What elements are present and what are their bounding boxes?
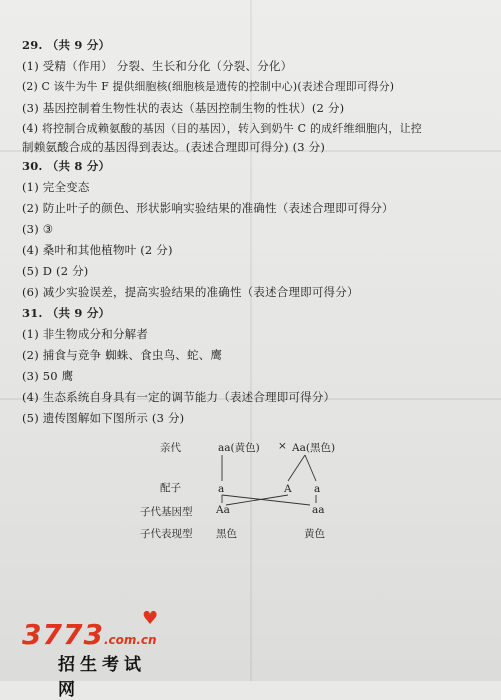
q29-answer-4b: 制赖氨酸合成的基因得到表达。(表述合理即可得分) (3 分) [22, 140, 326, 154]
logo-subtitle: 招生考试网 [58, 655, 146, 700]
q31-answer-3: (3) 50 鹰 [22, 369, 74, 383]
parent-1: aa(黄色) [218, 442, 260, 454]
offspring-phenotype-label: 子代表现型 [140, 528, 193, 540]
gamete-label: 配子 [160, 482, 181, 494]
q29-answer-1: (1) 受精（作用） 分裂、生长和分化（分裂、分化） [22, 59, 293, 73]
q31-answer-2: (2) 捕食与竞争 蜘蛛、食虫鸟、蛇、鹰 [22, 348, 223, 362]
q30-answer-3: (3) ③ [22, 222, 54, 236]
q31-answer-5: (5) 遗传图解如下图所示 (3 分) [22, 411, 185, 425]
parent-generation-label: 亲代 [160, 442, 181, 454]
q29-answer-4a: (4) 将控制合成赖氨酸的基因（目的基因），转入到奶牛 C 的成纤维细胞内，让控 [22, 122, 422, 135]
site-logo [22, 608, 159, 700]
q31-header: 31. （共 9 分） [22, 306, 111, 320]
offspring-genotype-2: aa [312, 504, 325, 516]
heart-icon: ♥ [142, 608, 159, 629]
q29-answer-2: (2) C 该牛为牛 F 提供细胞核(细胞核是遗传的控制中心)(表述合理即可得分) [22, 80, 395, 93]
gamete-3: a [314, 483, 321, 495]
q30-answer-1: (1) 完全变态 [22, 180, 90, 194]
q30-answer-4: (4) 桑叶和其他植物叶 (2 分) [22, 243, 173, 257]
offspring-genotype-label: 子代基因型 [140, 506, 193, 518]
line-parent2-gamete-A [288, 455, 305, 481]
offspring-genotype-1: Aa [216, 504, 230, 516]
cross-symbol: × [278, 440, 287, 452]
logo-number: 3773 [22, 618, 104, 651]
logo-domain: .com.cn [103, 633, 157, 647]
q30-answer-2: (2) 防止叶子的颜色、形状影响实验结果的准确性（表述合理即可得分） [22, 201, 394, 215]
parent-2: Aa(黑色) [292, 442, 336, 454]
q30-header: 30. （共 8 分） [22, 159, 111, 173]
gamete-2: A [284, 483, 292, 495]
offspring-phenotype-2: 黄色 [304, 528, 325, 540]
q30-answer-6: (6) 减少实验误差，提高实验结果的准确性（表述合理即可得分） [22, 285, 359, 299]
gamete-1: a [218, 483, 225, 495]
q30-answer-5: (5) D (2 分) [22, 264, 89, 278]
offspring-phenotype-1: 黑色 [216, 528, 237, 540]
q29-answer-3: (3) 基因控制着生物性状的表达（基因控制生物的性状）(2 分) [22, 101, 345, 115]
q29-header: 29. （共 9 分） [22, 38, 111, 52]
q31-answer-1: (1) 非生物成分和分解者 [22, 327, 149, 341]
q31-answer-4: (4) 生态系统自身具有一定的调节能力（表述合理即可得分） [22, 390, 336, 404]
line-parent2-gamete-a [305, 455, 316, 481]
